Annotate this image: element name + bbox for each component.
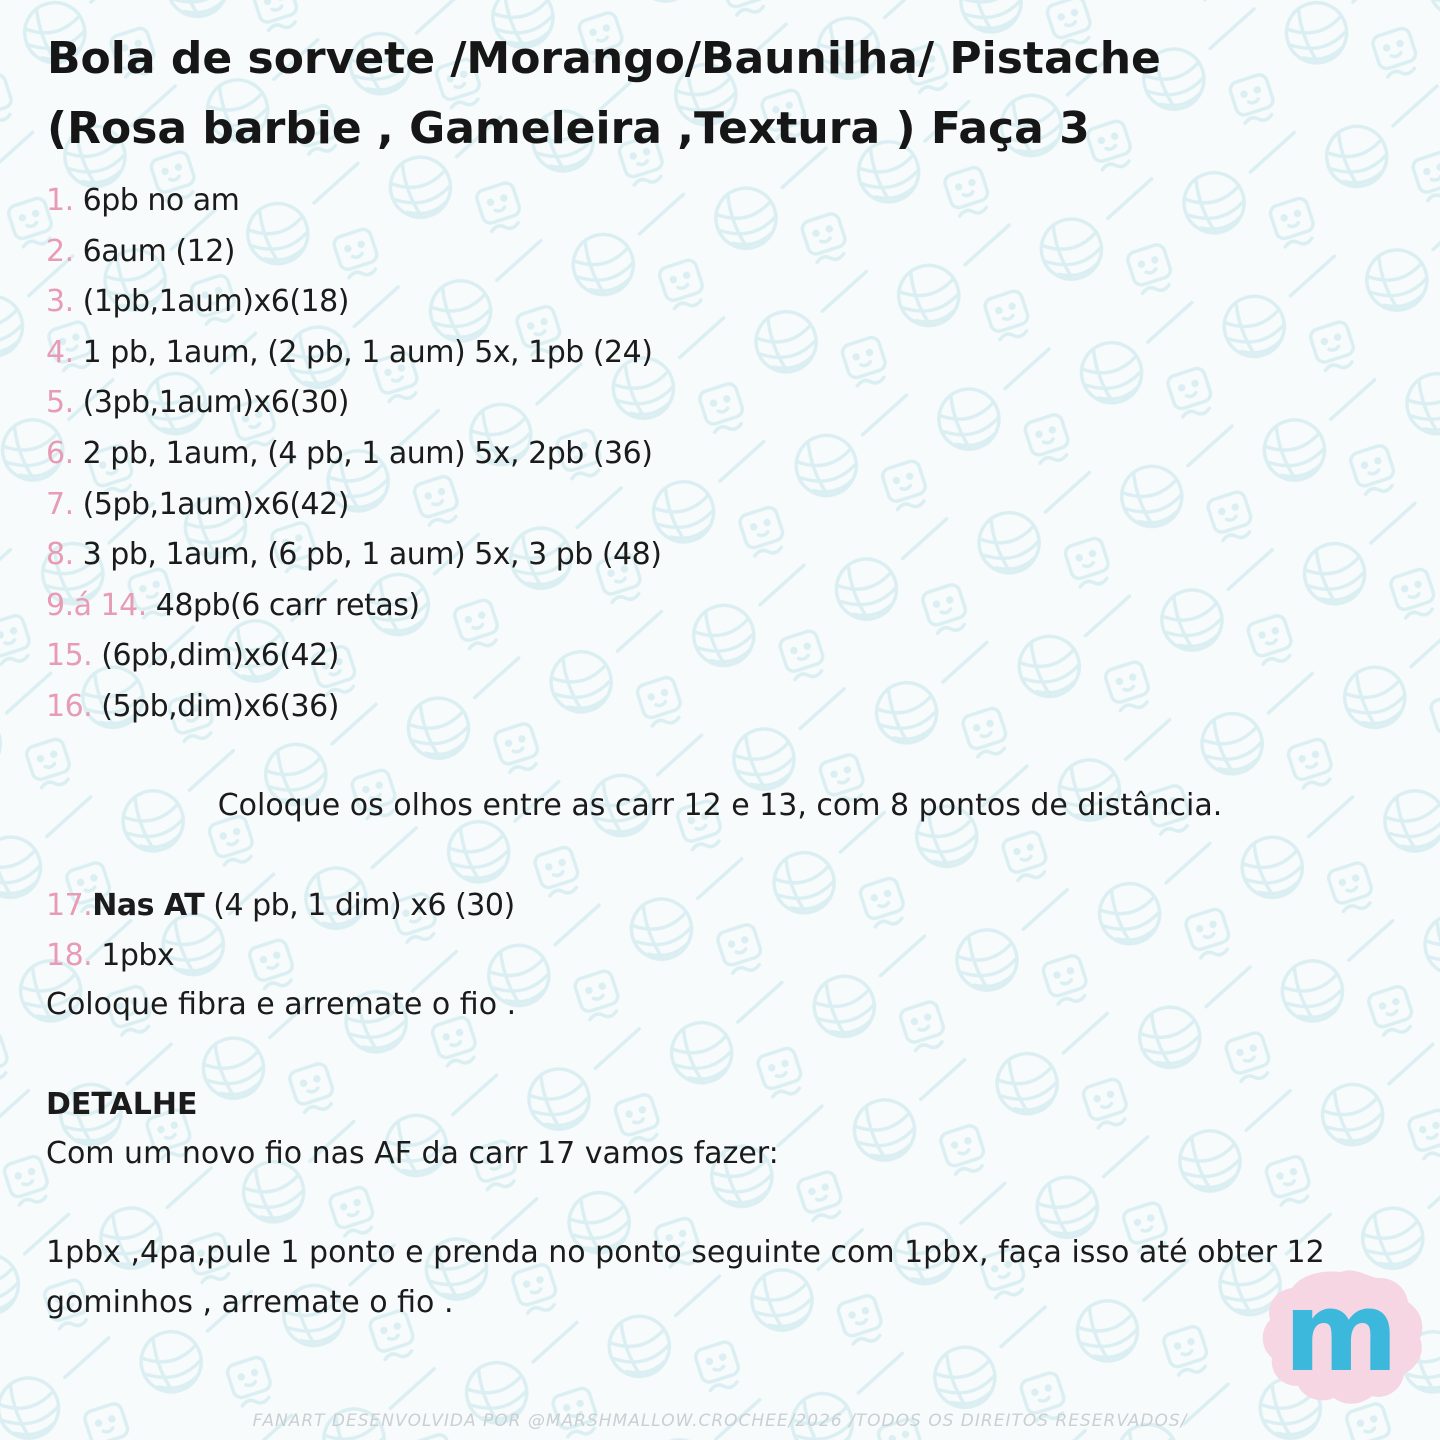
round-number: 5. xyxy=(46,385,74,421)
round-emphasis: Nas AT xyxy=(92,888,205,923)
list-item xyxy=(46,881,515,931)
round-text: 1 pb, 1aum, (2 pb, 1 aum) 5x, 1pb (24) xyxy=(73,334,653,370)
rounds-list xyxy=(46,176,661,733)
list-item xyxy=(46,227,661,278)
round-text: (3pb,1aum)x6(30) xyxy=(73,385,349,421)
list-item xyxy=(46,378,661,429)
round-text: 3 pb, 1aum, (6 pb, 1 aum) 5x, 3 pb (48) xyxy=(73,537,662,573)
copyright-footer: FANART DESENVOLVIDA POR @MARSHMALLOW.CROCHEE/2026 /TODOS OS DIREITOS RESERVADOS/ xyxy=(252,1411,1188,1431)
round-text: (5pb,dim)x6(36) xyxy=(92,688,339,724)
list-item xyxy=(46,631,661,682)
title-line-1: Bola de sorvete /Morango/Baunilha/ Pistache xyxy=(47,33,1161,84)
round-number: 6. xyxy=(46,435,74,471)
round-number: 8. xyxy=(46,537,74,573)
round-number: 1. xyxy=(46,183,74,218)
list-item xyxy=(46,328,661,379)
round-number: 9.á 14. xyxy=(46,587,147,623)
title-line-2: (Rosa barbie , Gameleira ,Textura ) Faça 3 xyxy=(47,103,1090,154)
page-title xyxy=(47,24,1407,164)
list-item xyxy=(46,931,515,981)
detail-intro: Com um novo fio nas AF da carr 17 vamos fazer: xyxy=(46,1136,779,1171)
round-number: 16. xyxy=(46,688,93,724)
round-text: (1pb,1aum)x6(18) xyxy=(73,284,349,320)
round-number: 3. xyxy=(46,284,74,320)
list-item xyxy=(46,480,661,531)
round-text: 6aum (12) xyxy=(73,233,235,269)
list-item xyxy=(46,277,661,328)
round-text: 1pbx xyxy=(92,938,175,973)
round-text: 48pb(6 carr retas) xyxy=(146,587,420,623)
round-number: 4. xyxy=(46,334,74,370)
round-text: 6pb no am xyxy=(73,183,240,218)
round-text: (5pb,1aum)x6(42) xyxy=(73,486,349,522)
logo-letter: m xyxy=(1283,1268,1399,1396)
round-text: (6pb,dim)x6(42) xyxy=(92,638,339,674)
detail-instructions: 1pbx ,4pa,pule 1 ponto e prenda no ponto seguinte com 1pbx, faça isso até obter 12 gominhos , arremate o fio . xyxy=(46,1235,1325,1320)
list-item xyxy=(46,682,661,733)
marshmallow-logo xyxy=(1256,1266,1426,1406)
list-item xyxy=(46,530,661,581)
round-number: 2. xyxy=(46,233,74,269)
list-item xyxy=(46,581,661,632)
round-number: 15. xyxy=(46,638,93,674)
detail-heading: DETALHE xyxy=(46,1087,198,1122)
final-rounds-list xyxy=(46,881,515,981)
finish-note: Coloque fibra e arremate o fio . xyxy=(46,987,517,1022)
round-number: 18. xyxy=(46,938,93,973)
round-text: 2 pb, 1aum, (4 pb, 1 aum) 5x, 2pb (36) xyxy=(73,435,653,471)
round-text: (4 pb, 1 dim) x6 (30) xyxy=(204,888,515,923)
round-number: 7. xyxy=(46,486,74,522)
list-item xyxy=(46,429,661,480)
eyes-note xyxy=(0,780,1440,832)
round-number: 17. xyxy=(46,888,93,923)
list-item xyxy=(46,176,661,227)
eyes-note-text: Coloque os olhos entre as carr 12 e 13, com 8 pontos de distância. xyxy=(217,788,1223,823)
